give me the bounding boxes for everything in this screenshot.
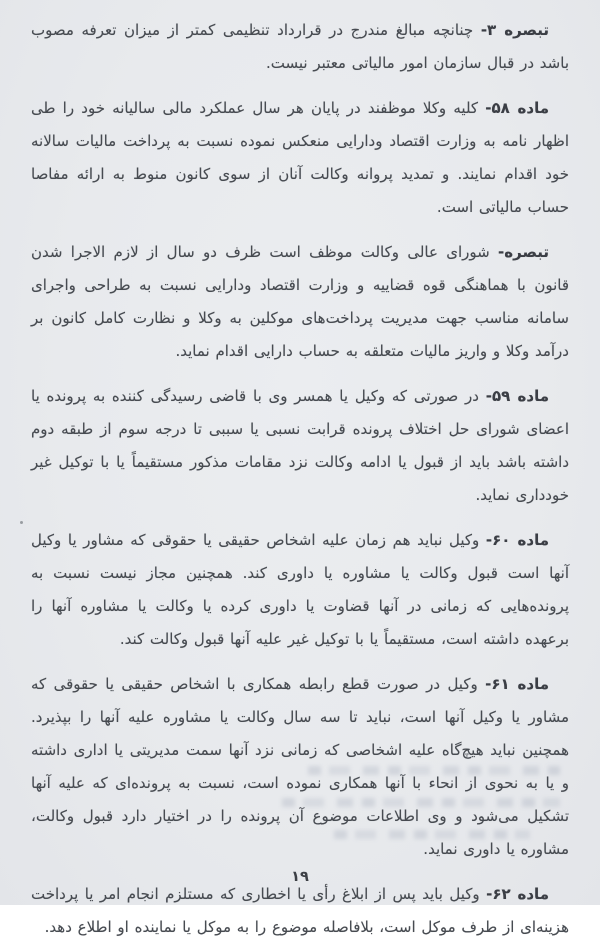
ink-bleed-through-artifact xyxy=(308,766,560,775)
paragraph-article-60-text: وکیل نباید هم زمان علیه اشخاص حقیقی یا حقوقی که مشاور یا وکیل آنها است قبول وکالت یا مشاوره یا داوری کند. همچنین مجاز نیست نسبت به پرونده‌هایی که زمانی در آنها قضاوت یا داوری کرده یا وکالت یا مشاوره آنها را برعهده داشته است، مستقیماً یا با توکیل غیر علیه آنها قبول وکالت کند. xyxy=(31,531,569,648)
paragraph-note-3-text: چنانچه مبالغ مندرج در قرارداد تنظیمی کمتر از میزان تعرفه مصوب باشد در قبال سازمان امور مالیاتی معتبر نیست. xyxy=(31,21,569,72)
paragraph-note-3-lead: تبصره ۳- xyxy=(480,21,549,39)
paragraph-article-61-lead: ماده ۶۱- xyxy=(485,675,549,693)
paragraph-note-text: شورای عالی وکالت موظف است ظرف دو سال از لازم الاجرا شدن قانون با هماهنگی قوه قضاییه و وزارت اقتصاد ودارایی نسبت به طراحی واجرای سامانه مناسب جهت مدیریت پرداخت‌های موکلین به وکلا و نظارت کامل کانون بر درآمد وکلا و واریز مالیات متعلقه به حساب دارایی اقدام نماید. xyxy=(31,243,569,360)
paragraph-article-62-text: وکیل باید پس از ابلاغ رأی یا اخطاری که مستلزم انجام امر یا پرداخت هزینه‌ای از طرف موکل است، بلافاصله موضوع را به موکل یا نماینده او اطلاع دهد. xyxy=(31,885,569,936)
ink-bleed-through-artifact xyxy=(282,798,560,807)
paragraph-article-58-text: کلیه وکلا موظفند در پایان هر سال عملکرد مالی سالیانه خود را طی اظهار نامه به وزارت اقتصاد ودارایی منعکس نموده نسبت به پرداخت مالیات سالانه خود اقدام نمایند. و تمدید پروانه وکالت آنان از سوی کانون منوط به ارائه مفاصا حساب مالیاتی است. xyxy=(31,99,569,216)
paragraph-article-62-lead: ماده ۶۲- xyxy=(486,885,549,903)
paragraph-note xyxy=(31,236,569,368)
paragraph-article-62 xyxy=(31,878,569,944)
paragraph-note-3 xyxy=(31,14,569,80)
paragraph-note-lead: تبصره- xyxy=(498,243,549,261)
ink-bleed-through-artifact xyxy=(334,830,530,839)
paragraph-article-58-lead: ماده ۵۸- xyxy=(485,99,549,117)
paragraph-article-60 xyxy=(31,524,569,656)
page-number: ۱۹ xyxy=(291,869,309,885)
paragraph-article-61-text: وکیل در صورت قطع رابطه همکاری با اشخاص حقیقی یا حقوقی که مشاور یا وکیل آنها است، نباید تا سه سال وکالت یا مشاوره علیه آنها را بپذیرد. همچنین نباید هیچ‌گاه علیه اشخاصی که زمانی نزد آنها سمت مدیریتی یا اداری داشته و یا به نحوی از انحاء با آنها همکاری نموده است، نسبت به پرونده‌ای که علیه آنها تشکیل می‌شود و وی اطلاعات موضوع آن پرونده را در اختیار دارد قبول وکالت، مشاوره یا داوری نماید. xyxy=(31,675,569,858)
scan-speck-artifact xyxy=(20,521,23,524)
paragraph-article-60-lead: ماده ۶۰- xyxy=(485,531,549,549)
paragraph-article-58 xyxy=(31,92,569,224)
paragraph-article-59-lead: ماده ۵۹- xyxy=(485,387,549,405)
paragraph-article-59-text: در صورتی که وکیل یا همسر وی با قاضی رسیدگی کننده به پرونده یا اعضای شورای حل اختلاف پرونده قرابت نسبی یا سببی تا درجه سوم از طبقه دوم داشته باشد باید از قبول یا ادامه وکالت نزد مقامات مذکور مستقیماً یا با توکیل غیر خودداری نماید. xyxy=(31,387,569,504)
paragraph-article-59 xyxy=(31,380,569,512)
